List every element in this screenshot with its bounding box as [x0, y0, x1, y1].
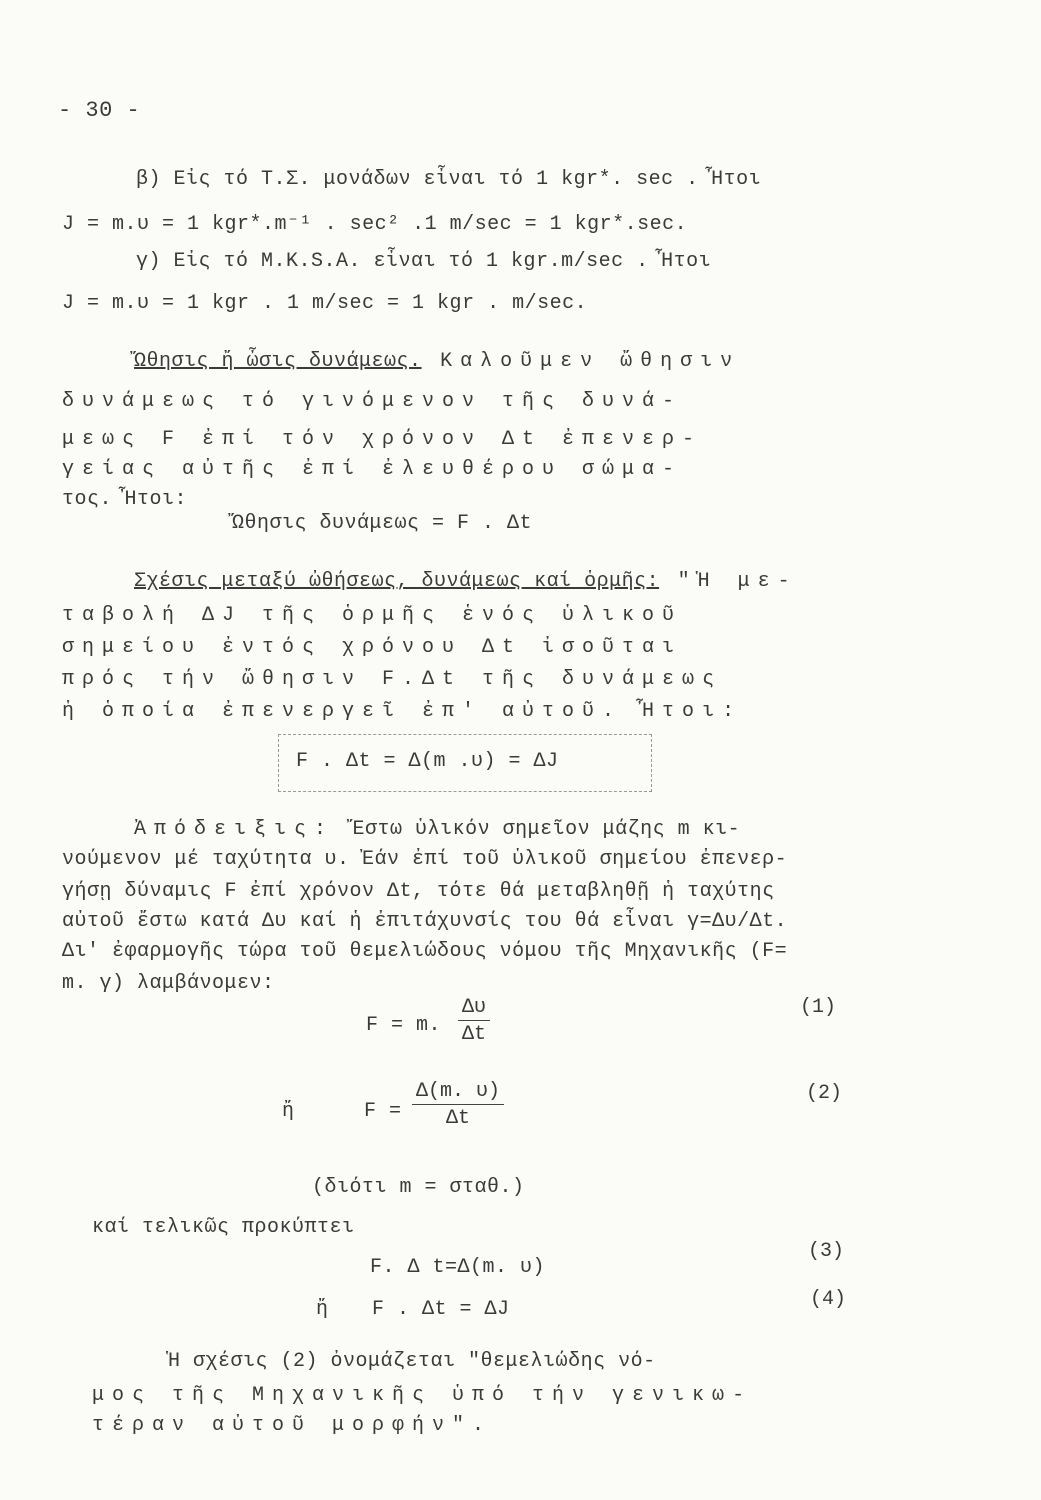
paragraph-line: αὐτοῦ ἔστω κατά Δυ καί ἡ ἐπιτάχυνσίς του θά εἶναι γ=Δυ/Δt. — [62, 910, 788, 933]
paragraph-line: σημείου ἐντός χρόνου Δt ἰσοῦται — [62, 636, 683, 659]
paragraph-line: τέραν αὐτοῦ μορφήν". — [92, 1414, 493, 1437]
equation-1-fraction — [458, 996, 490, 1046]
equation-2-fraction — [412, 1080, 504, 1130]
equation-4: F . Δt = ΔJ — [372, 1298, 510, 1321]
paragraph-line: καί τελικῶς προκύπτει — [92, 1216, 355, 1239]
paragraph-line: Σχέσις μεταξύ ὠθήσεως, δυνάμεως καί ὁρμῆς: "Ἡ με- — [134, 570, 798, 593]
equation-1-tag: (1) — [800, 996, 837, 1019]
proof-label: Ἀπόδειξις: — [134, 818, 335, 841]
fraction-denominator: Δt — [462, 1023, 487, 1046]
text-line: β) Εἰς τό Τ.Σ. μονάδων εἶναι τό 1 kgr*. sec . Ἦτοι — [136, 168, 762, 191]
text-line: γ) Εἰς τό M.K.S.A. εἶναι τό 1 kgr.m/sec . Ἦτοι — [136, 250, 712, 273]
equation-1-lhs: F = m. — [366, 1014, 442, 1037]
equation-2-or: ἤ — [282, 1100, 295, 1123]
paragraph-line: Ἡ σχέσις (2) ὀνομάζεται "θεμελιώδης νό- — [168, 1350, 656, 1373]
boxed-formula: F . Δt = Δ(m .υ) = ΔJ — [296, 750, 559, 773]
paragraph-line: ἡ ὁποία ἐπενεργεῖ ἐπ' αὐτοῦ. Ἦτοι: — [62, 700, 743, 723]
paragraph-line: δυνάμεως τό γινόμενον τῆς δυνά- — [62, 390, 683, 413]
paragraph-line: μος τῆς Μηχανικῆς ὑπό τήν γενικω- — [92, 1384, 753, 1407]
fraction-numerator: Δ(m. υ) — [412, 1080, 504, 1105]
paragraph-line: πρός τήν ὤθησιν F.Δt τῆς δυνάμεως — [62, 668, 723, 691]
equation-2-lhs: F = — [364, 1100, 402, 1123]
paragraph-line: Δι' ἐφαρμογῆς τώρα τοῦ θεμελιώδους νόμου τῆς Μηχανικῆς (F= — [62, 940, 788, 963]
condition-note: (διότι m = σταθ.) — [312, 1176, 525, 1199]
section-heading: Σχέσις μεταξύ ὠθήσεως, δυνάμεως καί ὁρμῆς: — [134, 570, 660, 593]
paragraph-line: Ὤθησις ἤ ὦσις δυνάμεως. Καλοῦμεν ὤθησιν — [134, 350, 741, 373]
paragraph-line: τος. Ἦτοι: — [62, 488, 188, 511]
page-number: - 30 - — [58, 98, 141, 123]
paragraph-line: γήσῃ δύναμις F ἐπί χρόνον Δt, τότε θά μεταβληθῇ ἡ ταχύτης — [62, 880, 775, 903]
paragraph-line: m. γ) λαμβάνομεν: — [62, 972, 275, 995]
paragraph-line: Ἀπόδειξις: Ἔστω ὑλικόν σημεῖον μάζης m κι- — [134, 818, 741, 841]
text-line: J = m.υ = 1 kgr . 1 m/sec = 1 kgr . m/sec. — [62, 292, 588, 315]
fraction-numerator: Δυ — [458, 996, 490, 1021]
equation-4-or: ἤ — [316, 1298, 329, 1321]
equation-3: F. Δ t=Δ(m. υ) — [370, 1256, 546, 1279]
paragraph-line: νούμενον μέ ταχύτητα υ. Ἐάν ἐπί τοῦ ὑλικοῦ σημείου ἐπενερ- — [62, 848, 788, 871]
text-line: J = m.υ = 1 kgr*.m⁻¹ . sec² .1 m/sec = 1 kgr*.sec. — [62, 213, 688, 236]
equation-4-tag: (4) — [810, 1288, 847, 1311]
paragraph-line: μεως F ἐπί τόν χρόνον Δt ἐπενερ- — [62, 428, 703, 451]
paragraph-line: γείας αὐτῆς ἐπί ἐλευθέρου σώμα- — [62, 458, 683, 481]
formula: Ὤθησις δυνάμεως = F . Δt — [232, 512, 533, 535]
fraction-denominator: Δt — [446, 1107, 471, 1130]
paragraph-line: ταβολή ΔJ τῆς ὁρμῆς ἑνός ὑλικοῦ — [62, 604, 683, 627]
equation-3-tag: (3) — [808, 1240, 845, 1263]
equation-2-tag: (2) — [806, 1082, 843, 1105]
section-heading: Ὤθησις ἤ ὦσις δυνάμεως. — [134, 350, 422, 373]
